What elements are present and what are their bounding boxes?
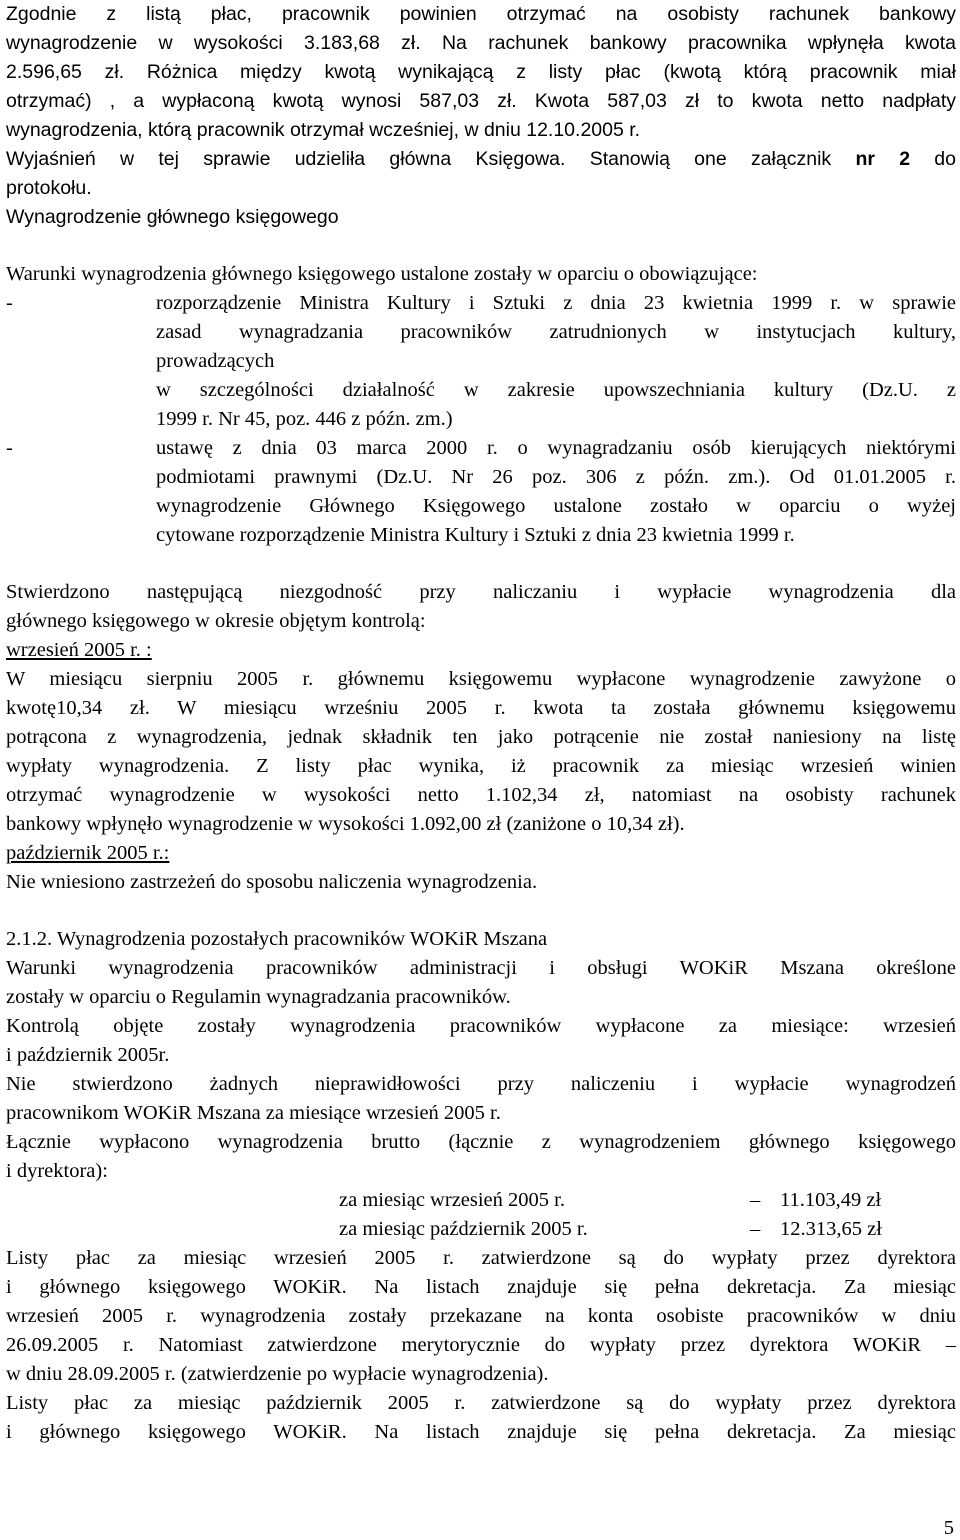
text-run: do bbox=[910, 148, 956, 170]
paragraph-line bbox=[6, 145, 956, 173]
list-item-line: ustawę z dnia 03 marca 2000 r. o wynagradzaniu osób kierujących niektórymi bbox=[156, 437, 956, 459]
paragraph-line: wypłaty wynagrodzenia. Z listy płac wynika, iż pracownik za miesiąc wrzesień winien bbox=[6, 755, 956, 777]
list-item-line: prowadzących bbox=[156, 350, 275, 372]
list-item-line: cytowane rozporządzenie Ministra Kultury i Sztuki z dnia 23 kwietnia 1999 r. bbox=[156, 524, 795, 546]
section-heading: Wynagrodzenie głównego księgowego bbox=[6, 206, 339, 228]
paragraph-line: w dniu 28.09.2005 r. (zatwierdzenie po wypłacie wynagrodzenia). bbox=[6, 1363, 549, 1385]
list-item-line: podmiotami prawnymi (Dz.U. Nr 26 poz. 306 z późn. zm.). Od 01.01.2005 r. bbox=[156, 466, 956, 488]
paragraph-line: W miesiącu sierpniu 2005 r. głównemu księgowemu wypłacone wynagrodzenie zawyżone o bbox=[6, 668, 956, 690]
paragraph-line: zostały w oparciu o Regulamin wynagradzania pracowników. bbox=[6, 986, 511, 1008]
paragraph-line: otrzymać wynagrodzenie w wysokości netto 1.102,34 zł, natomiast na osobisty rachunek bbox=[6, 784, 956, 806]
list-item-line: w szczególności działalność w zakresie upowszechniania kultury (Dz.U. z bbox=[156, 379, 956, 401]
text-run: Wyjaśnień w tej sprawie udzieliła główna Księgowa. Stanowią one załącznik bbox=[6, 148, 856, 170]
paragraph-line: wynagrodzenia, którą pracownik otrzymał wcześniej, w dniu 12.10.2005 r. bbox=[6, 119, 641, 141]
paragraph-line: 26.09.2005 r. Natomiast zatwierdzone merytorycznie do wypłaty przez dyrektora WOKiR – bbox=[6, 1334, 956, 1356]
paragraph-line: i głównego księgowego WOKiR. Na listach znajduje się pełna dekretacja. Za miesiąc bbox=[6, 1276, 956, 1298]
list-item-line: wynagrodzenie Głównego Księgowego ustalone zostało w oparciu o wyżej bbox=[156, 495, 956, 517]
total-dash: – bbox=[750, 1218, 761, 1240]
total-label: za miesiąc wrzesień 2005 r. bbox=[339, 1189, 565, 1211]
paragraph-line: głównego księgowego w okresie objętym kontrolą: bbox=[6, 610, 426, 632]
total-amount: 12.313,65 zł bbox=[780, 1218, 882, 1240]
paragraph-line: i dyrektora): bbox=[6, 1160, 108, 1182]
paragraph-line: protokołu. bbox=[6, 177, 92, 199]
paragraph-line: Listy płac za miesiąc październik 2005 r. zatwierdzone są do wypłaty przez dyrektora bbox=[6, 1392, 956, 1414]
total-amount: 11.103,49 zł bbox=[780, 1189, 882, 1211]
paragraph-line: 2.596,65 zł. Różnica między kwotą wynikającą z listy płac (kwotą którą pracownik miał bbox=[6, 61, 956, 83]
paragraph-line: i głównego księgowego WOKiR. Na listach znajduje się pełna dekretacja. Za miesiąc bbox=[6, 1421, 956, 1443]
paragraph-line: potrącona z wynagrodzenia, jednak składnik ten jako potrącenie nie został naniesiony na listę bbox=[6, 726, 956, 748]
paragraph-line: i październik 2005r. bbox=[6, 1044, 170, 1066]
list-item-line: 1999 r. Nr 45, poz. 446 z późn. zm.) bbox=[156, 408, 453, 430]
paragraph-line: kwotę10,34 zł. W miesiącu wrześniu 2005 r. kwota ta została głównemu księgowemu bbox=[6, 697, 956, 719]
paragraph-line: bankowy wpłynęło wynagrodzenie w wysokości 1.092,00 zł (zaniżone o 10,34 zł). bbox=[6, 813, 685, 835]
paragraph-line: Łącznie wypłacono wynagrodzenia brutto (łącznie z wynagrodzeniem głównego księgowego bbox=[6, 1131, 956, 1153]
total-dash: – bbox=[750, 1189, 761, 1211]
paragraph-line: Warunki wynagrodzenia pracowników administracji i obsługi WOKiR Mszana określone bbox=[6, 957, 956, 979]
paragraph-line: Nie wniesiono zastrzeżeń do sposobu naliczenia wynagrodzenia. bbox=[6, 871, 538, 893]
paragraph-line: wynagrodzenie w wysokości 3.183,68 zł. Na rachunek bankowy pracownika wpłynęła kwota bbox=[6, 32, 956, 54]
paragraph-line: Kontrolą objęte zostały wynagrodzenia pracowników wypłacone za miesiące: wrzesień bbox=[6, 1015, 956, 1037]
paragraph-line: wrzesień 2005 r. wynagrodzenia zostały przekazane na konta osobiste pracowników w dniu bbox=[6, 1305, 956, 1327]
attachment-number: nr 2 bbox=[855, 148, 911, 170]
list-bullet: - bbox=[6, 292, 13, 314]
paragraph-line: Nie stwierdzono żadnych nieprawidłowości przy naliczeniu i wypłacie wynagrodzeń bbox=[6, 1073, 956, 1095]
paragraph-line: pracownikom WOKiR Mszana za miesiące wrzesień 2005 r. bbox=[6, 1102, 501, 1124]
paragraph-line: Listy płac za miesiąc wrzesień 2005 r. zatwierdzone są do wypłaty przez dyrektora bbox=[6, 1247, 956, 1269]
section-heading: 2.1.2. Wynagrodzenia pozostałych pracowników WOKiR Mszana bbox=[6, 928, 548, 950]
paragraph-line: otrzymać) , a wypłaconą kwotą wynosi 587,03 zł. Kwota 587,03 zł to kwota netto nadpłaty bbox=[6, 90, 956, 112]
month-heading-september: wrzesień 2005 r. : bbox=[6, 639, 152, 661]
page-number: 5 bbox=[943, 1517, 954, 1539]
list-item-line: rozporządzenie Ministra Kultury i Sztuki z dnia 23 kwietnia 1999 r. w sprawie bbox=[156, 292, 956, 314]
list-item-line: zasad wynagradzania pracowników zatrudnionych w instytucjach kultury, bbox=[156, 321, 956, 343]
total-label: za miesiąc październik 2005 r. bbox=[339, 1218, 588, 1240]
paragraph-line: Zgodnie z listą płac, pracownik powinien otrzymać na osobisty rachunek bankowy bbox=[6, 3, 956, 25]
month-heading-october: październik 2005 r.: bbox=[6, 842, 170, 864]
paragraph-line: Warunki wynagrodzenia głównego księgowego ustalone zostały w oparciu o obowiązujące: bbox=[6, 263, 758, 285]
list-bullet: - bbox=[6, 437, 13, 459]
paragraph-line: Stwierdzono następującą niezgodność przy naliczaniu i wypłacie wynagrodzenia dla bbox=[6, 581, 956, 603]
